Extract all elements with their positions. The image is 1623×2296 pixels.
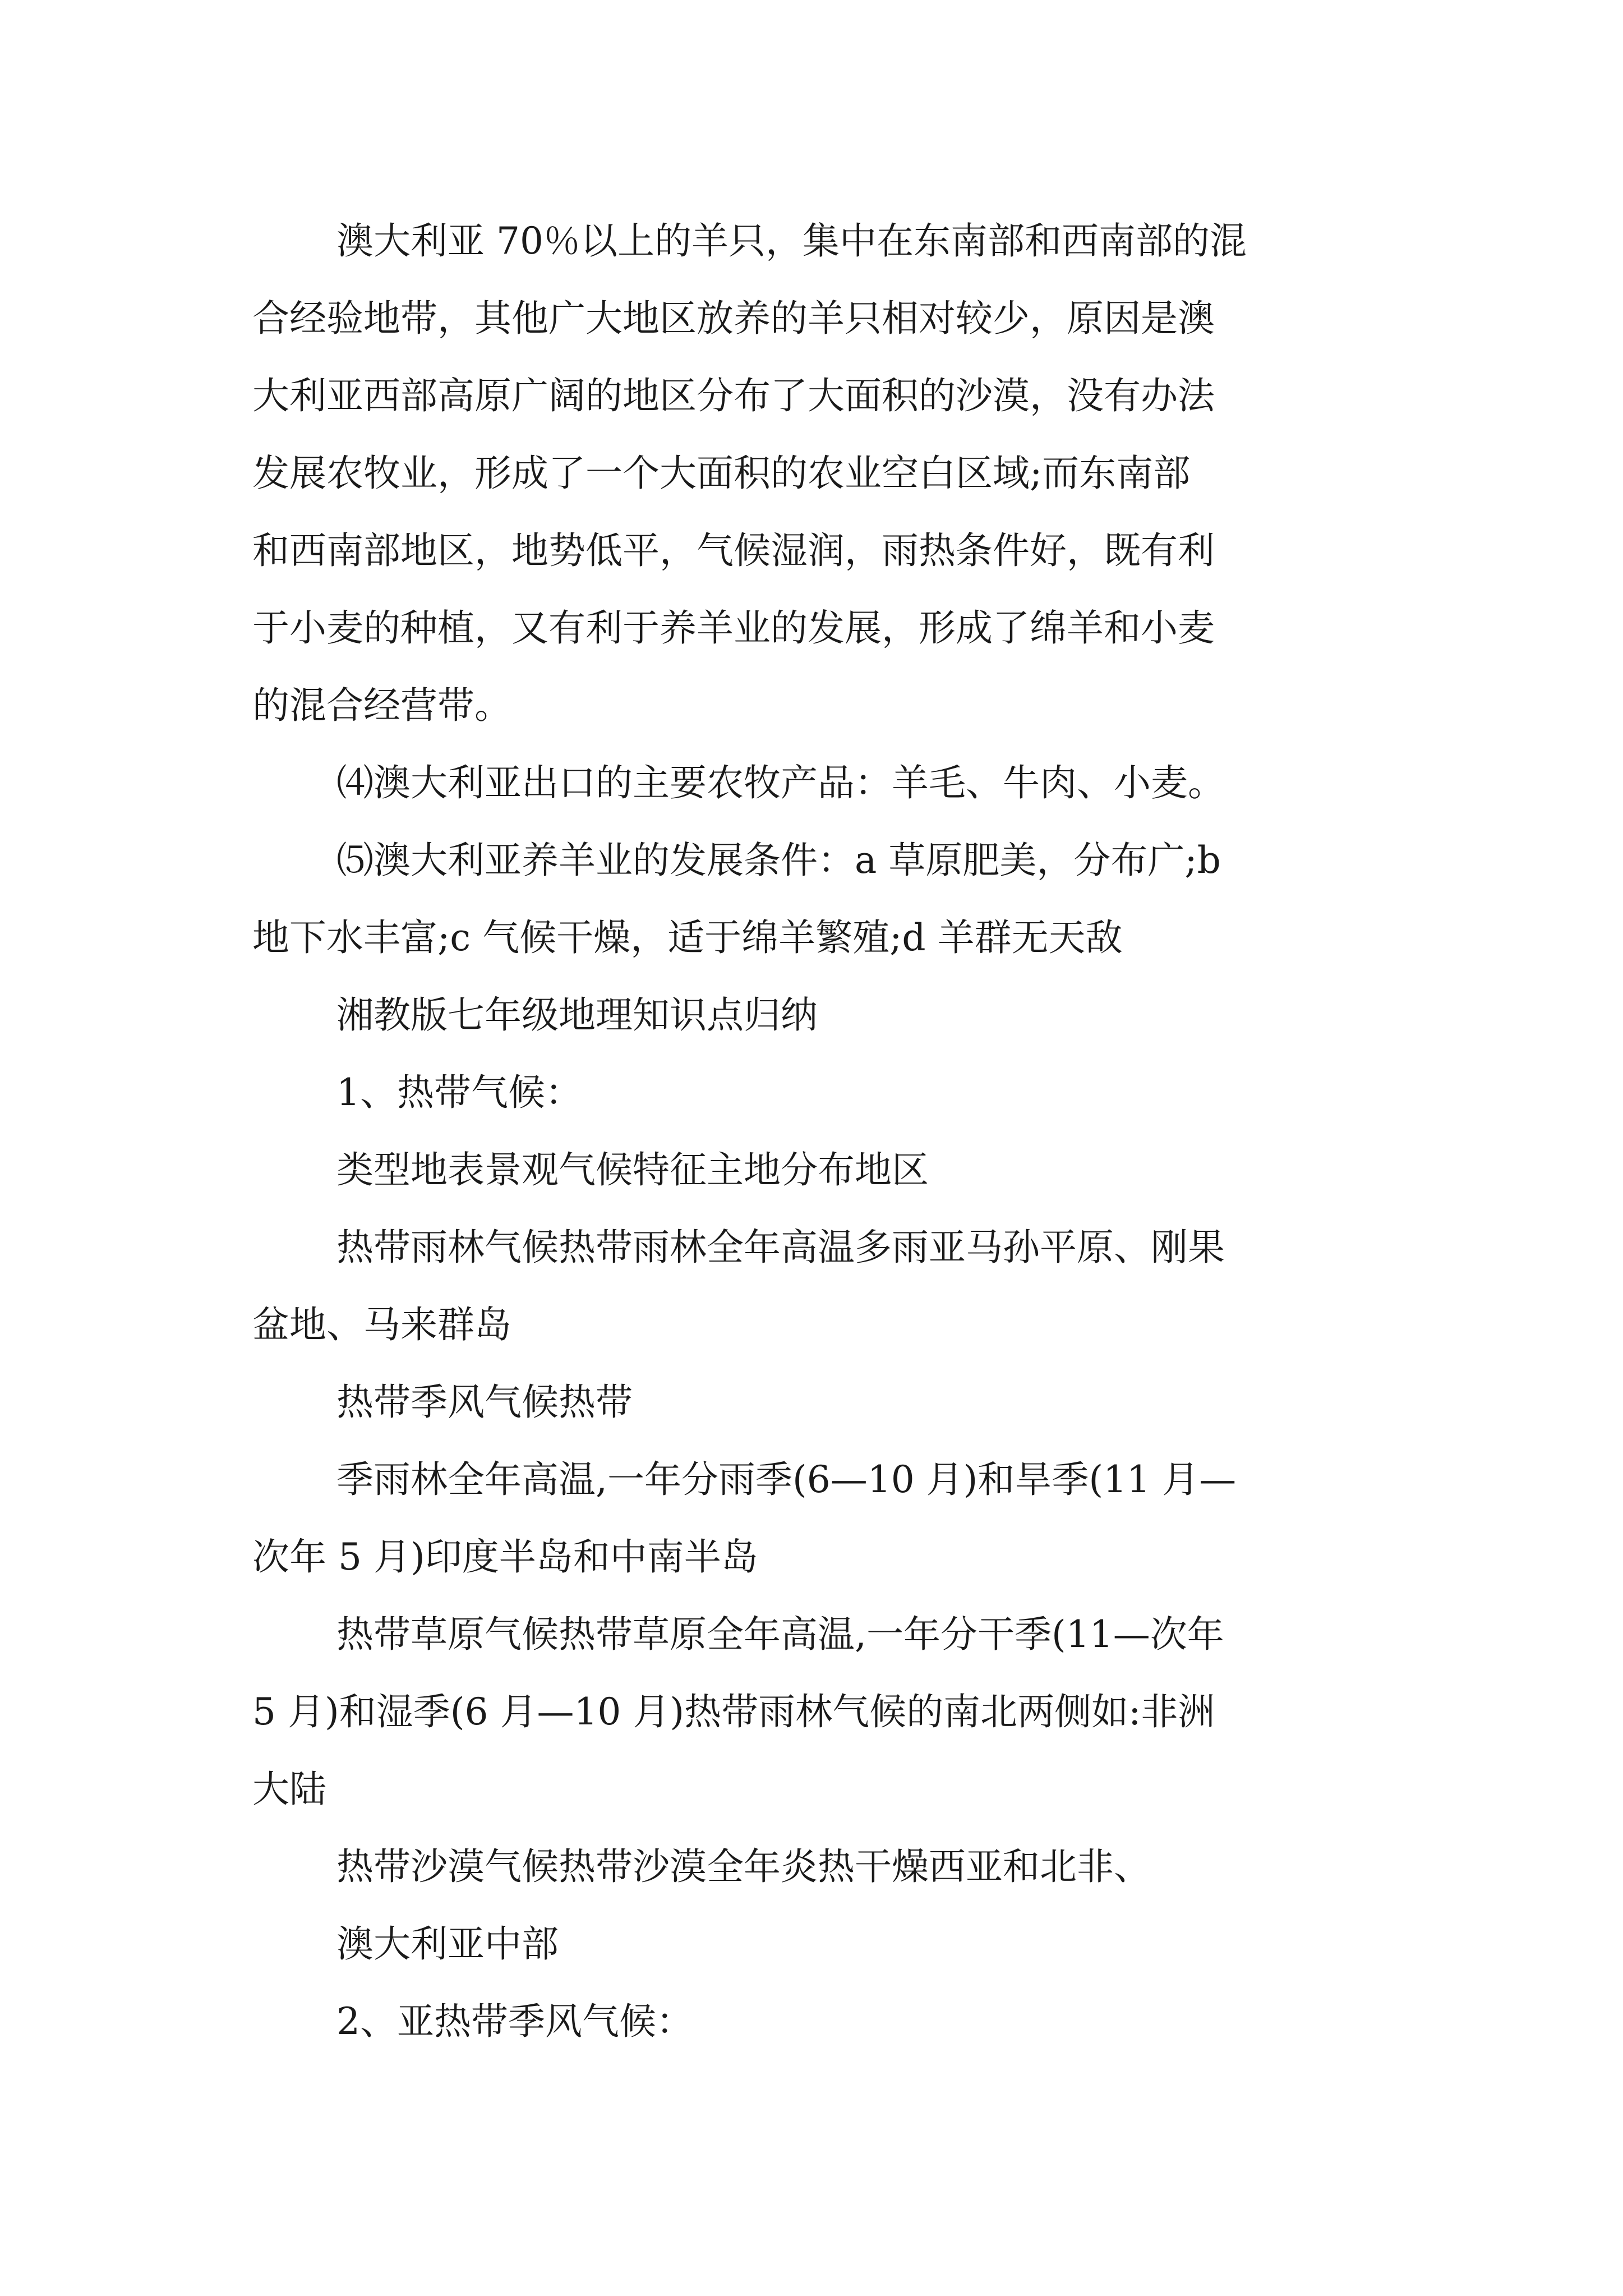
desert-line-1: 热带沙漠气候热带沙漠全年炎热干燥西亚和北非、 — [336, 1845, 1151, 1888]
subsection-2-title: 2、亚热带季风气候： — [336, 2000, 693, 2043]
monsoon-detail-line-1: 季雨林全年高温,一年分雨季(6—10 月)和旱季(11 月— — [336, 1458, 1237, 1501]
subsection-1-title: 1、热带气候： — [336, 1071, 582, 1114]
monsoon-line-1: 热带季风气候热带 — [336, 1381, 633, 1424]
paragraph-3-line-1: ⑸澳大利亚养羊业的发展条件：a 草原肥美，分布广;b — [336, 839, 1221, 882]
savanna-line-2: 5 月)和湿季(6 月—10 月)热带雨林气候的南北两侧如:非洲 — [252, 1690, 1215, 1733]
savanna-line-1: 热带草原气候热带草原全年高温,一年分干季(11—次年 — [336, 1613, 1224, 1656]
section-title: 湘教版七年级地理知识点归纳 — [336, 993, 818, 1037]
paragraph-2-line-1: ⑷澳大利亚出口的主要农牧产品：羊毛、牛肉、小麦。 — [336, 761, 1225, 804]
paragraph-1-line-5: 和西南部地区，地势低平，气候湿润，雨热条件好，既有利 — [252, 529, 1215, 572]
table-header-line: 类型地表景观气候特征主地分布地区 — [336, 1148, 929, 1191]
paragraph-1-line-1: 澳大利亚 70％以上的羊只，集中在东南部和西南部的混 — [336, 219, 1247, 263]
paragraph-1-line-2: 合经验地带，其他广大地区放养的羊只相对较少，原因是澳 — [252, 297, 1215, 340]
rainforest-line-1: 热带雨林气候热带雨林全年高温多雨亚马孙平原、刚果 — [336, 1226, 1225, 1269]
paragraph-1-line-3: 大利亚西部高原广阔的地区分布了大面积的沙漠，没有办法 — [252, 374, 1215, 417]
desert-line-2: 澳大利亚中部 — [336, 1922, 559, 1966]
paragraph-1-line-7: 的混合经营带。 — [252, 684, 511, 727]
monsoon-detail-line-2: 次年 5 月)印度半岛和中南半岛 — [252, 1535, 758, 1579]
paragraph-1-line-4: 发展农牧业，形成了一个大面积的农业空白区域;而东南部 — [252, 452, 1191, 495]
rainforest-line-2: 盆地、马来群岛 — [252, 1303, 511, 1346]
paragraph-3-line-2: 地下水丰富;c 气候干燥，适于绵羊繁殖;d 羊群无天敌 — [252, 916, 1123, 959]
paragraph-1-line-6: 于小麦的种植，又有利于养羊业的发展，形成了绵羊和小麦 — [252, 606, 1215, 650]
savanna-line-3: 大陆 — [252, 1768, 326, 1811]
